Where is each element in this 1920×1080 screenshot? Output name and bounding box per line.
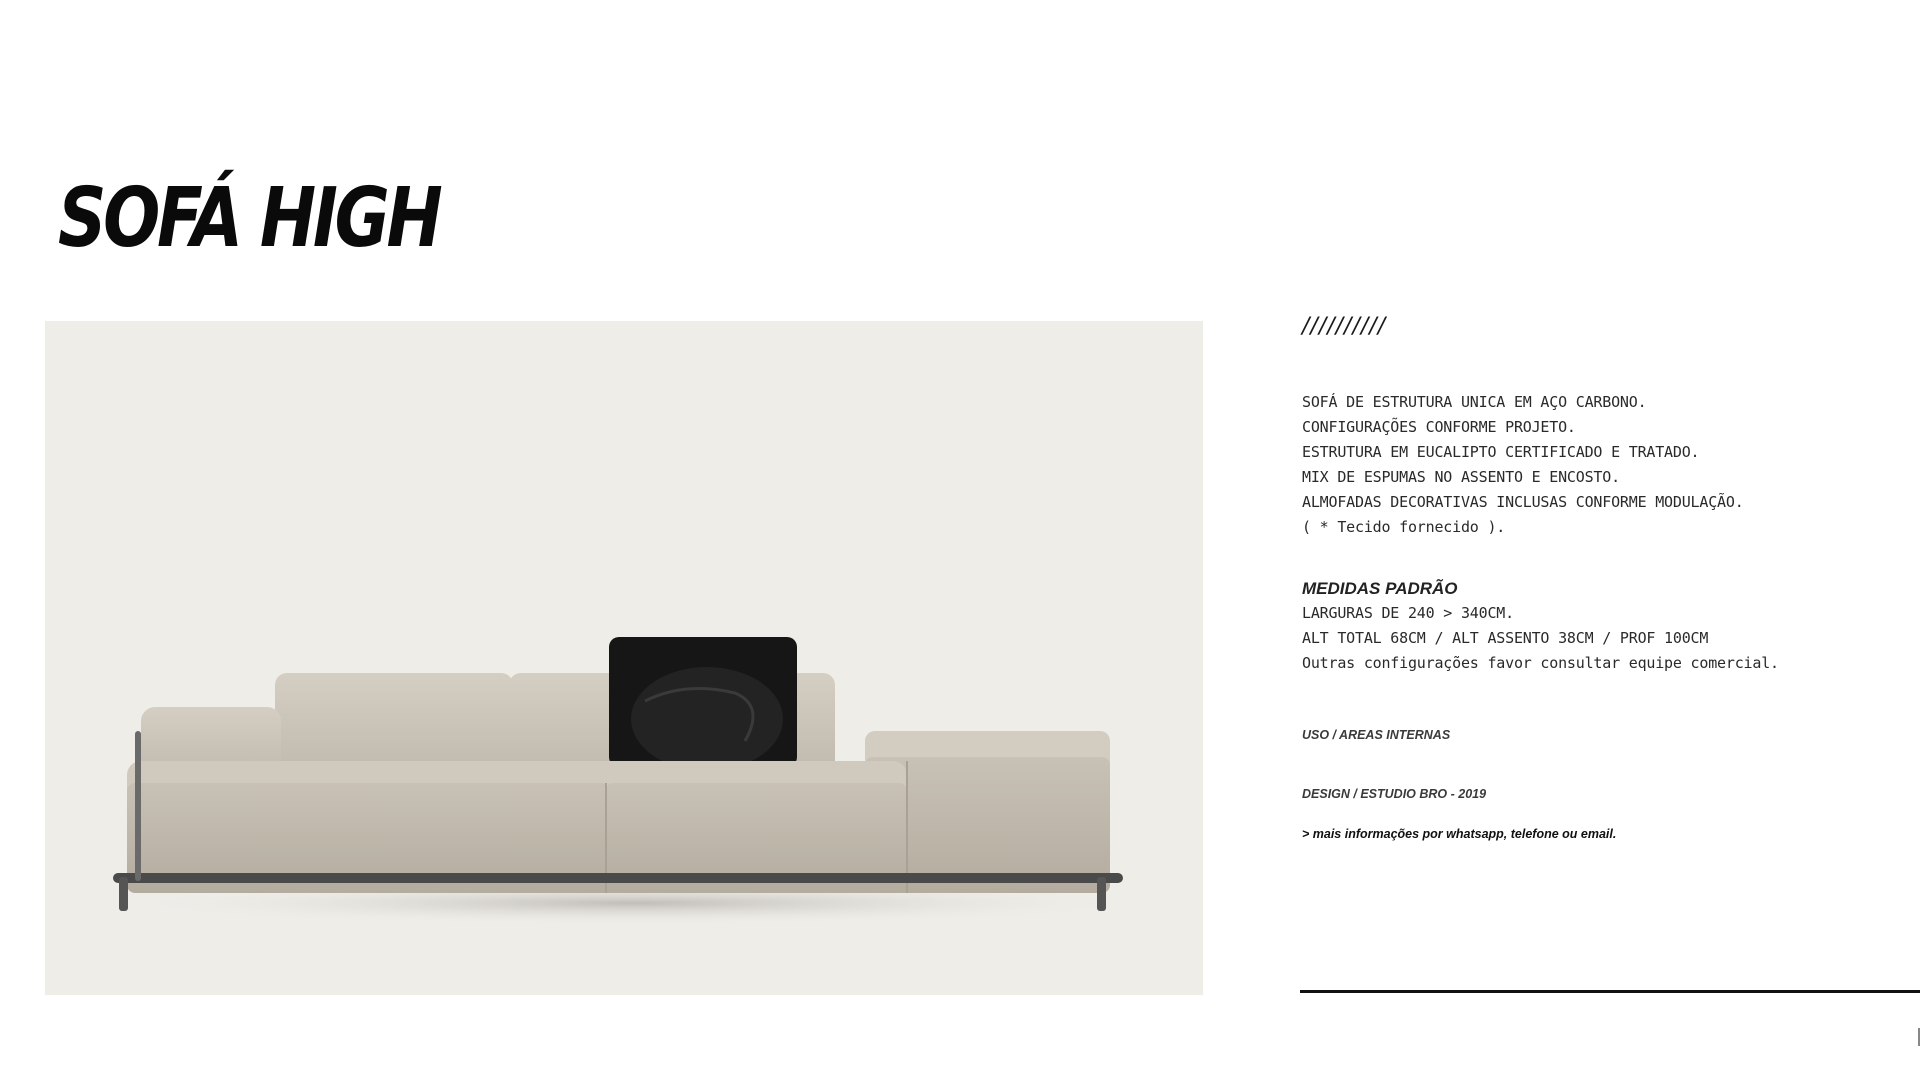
sofa-illustration (45, 321, 1203, 995)
steel-frame-rail (113, 873, 1123, 883)
slash-divider: ////////// (1302, 314, 1387, 339)
description-line: ESTRUTURA EM EUCALIPTO CERTIFICADO E TRATADO. (1302, 443, 1700, 461)
product-info (1302, 316, 1902, 841)
design-credit: DESIGN / ESTUDIO BRO - 2019 (1302, 787, 1487, 801)
measures-heading: MEDIDAS PADRÃO (1302, 579, 1458, 598)
measures-block (1302, 601, 1902, 676)
sofa-photo (45, 321, 1203, 995)
measure-line: LARGURAS DE 240 > 340CM. (1302, 604, 1514, 622)
steel-frame-upright (135, 731, 141, 881)
description-line: ( * Tecido fornecido ). (1302, 518, 1506, 536)
measure-line: ALT TOTAL 68CM / ALT ASSENTO 38CM / PROF 100CM (1302, 629, 1709, 647)
description-block (1302, 390, 1902, 540)
description-line: SOFÁ DE ESTRUTURA UNICA EM AÇO CARBONO. (1302, 393, 1647, 411)
steel-leg-right (1097, 877, 1106, 911)
steel-leg-left (119, 877, 128, 911)
round-pillow (631, 667, 783, 771)
contact-note: > mais informações por whatsapp, telefone ou email. (1302, 827, 1617, 841)
measure-line: Outras configurações favor consultar equipe comercial. (1302, 654, 1779, 672)
description-line: MIX DE ESPUMAS NO ASSENTO E ENCOSTO. (1302, 468, 1620, 486)
usage-note: USO / AREAS INTERNAS (1302, 728, 1451, 742)
bottom-rule (1300, 990, 1920, 993)
page-title: SOFÁ HIGH (58, 171, 440, 266)
description-line: CONFIGURAÇÕES CONFORME PROJETO. (1302, 418, 1576, 436)
description-line: ALMOFADAS DECORATIVAS INCLUSAS CONFORME MODULAÇÃO. (1302, 493, 1744, 511)
